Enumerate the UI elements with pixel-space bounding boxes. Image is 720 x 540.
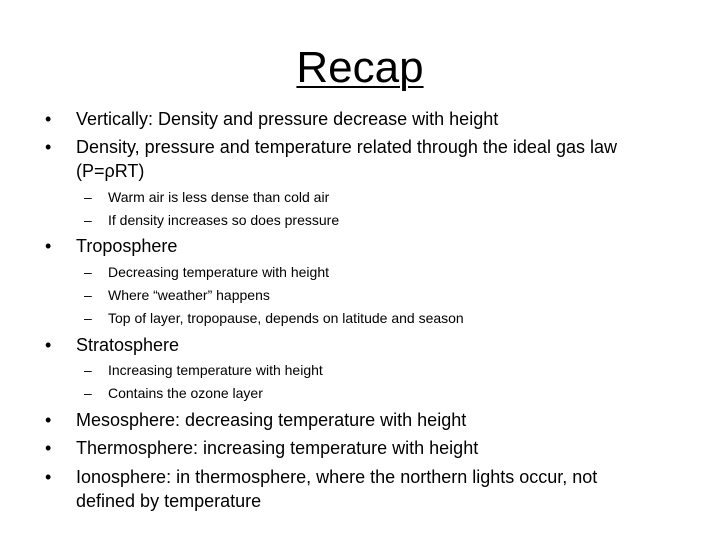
sub-bullet-marker: – bbox=[84, 287, 92, 303]
sub-list-item-text: Decreasing temperature with height bbox=[108, 264, 330, 280]
bullet-marker: • bbox=[45, 438, 52, 458]
bullet-marker: • bbox=[45, 236, 52, 256]
list-item-text: defined by temperature bbox=[76, 491, 262, 511]
bullet-marker: • bbox=[45, 335, 52, 355]
bullet-marker: • bbox=[45, 467, 52, 487]
list-item-text: (P=ρRT) bbox=[76, 161, 145, 181]
sub-bullet-marker: – bbox=[84, 385, 92, 401]
sub-list-item-text: Contains the ozone layer bbox=[108, 385, 263, 401]
list-item-text: Stratosphere bbox=[76, 335, 180, 355]
sub-bullet-marker: – bbox=[84, 362, 92, 378]
sub-list-item-text: Where “weather” happens bbox=[108, 287, 270, 303]
list-item-text: Vertically: Density and pressure decrease with height bbox=[76, 109, 499, 129]
bullet-marker: • bbox=[45, 137, 52, 157]
sub-bullet-marker: – bbox=[84, 264, 92, 280]
sub-bullet-marker: – bbox=[84, 189, 92, 205]
sub-bullet-marker: – bbox=[84, 212, 92, 228]
sub-list-item-text: If density increases so does pressure bbox=[108, 212, 340, 228]
list-item-text: Ionosphere: in thermosphere, where the northern lights occur, not bbox=[76, 467, 598, 487]
list-item-text: Mesosphere: decreasing temperature with height bbox=[76, 410, 467, 430]
bullet-marker: • bbox=[45, 410, 52, 430]
list-item-text: Density, pressure and temperature related through the ideal gas law bbox=[76, 137, 617, 157]
list-item-text: Thermosphere: increasing temperature with height bbox=[76, 438, 479, 458]
slide-title: Recap bbox=[296, 43, 424, 92]
sub-bullet-marker: – bbox=[84, 310, 92, 326]
sub-list-item-text: Warm air is less dense than cold air bbox=[108, 189, 330, 205]
sub-list-item-text: Increasing temperature with height bbox=[108, 362, 323, 378]
list-item-text: Troposphere bbox=[76, 236, 178, 256]
bullet-marker: • bbox=[45, 109, 52, 129]
sub-list-item-text: Top of layer, tropopause, depends on latitude and season bbox=[108, 310, 464, 326]
